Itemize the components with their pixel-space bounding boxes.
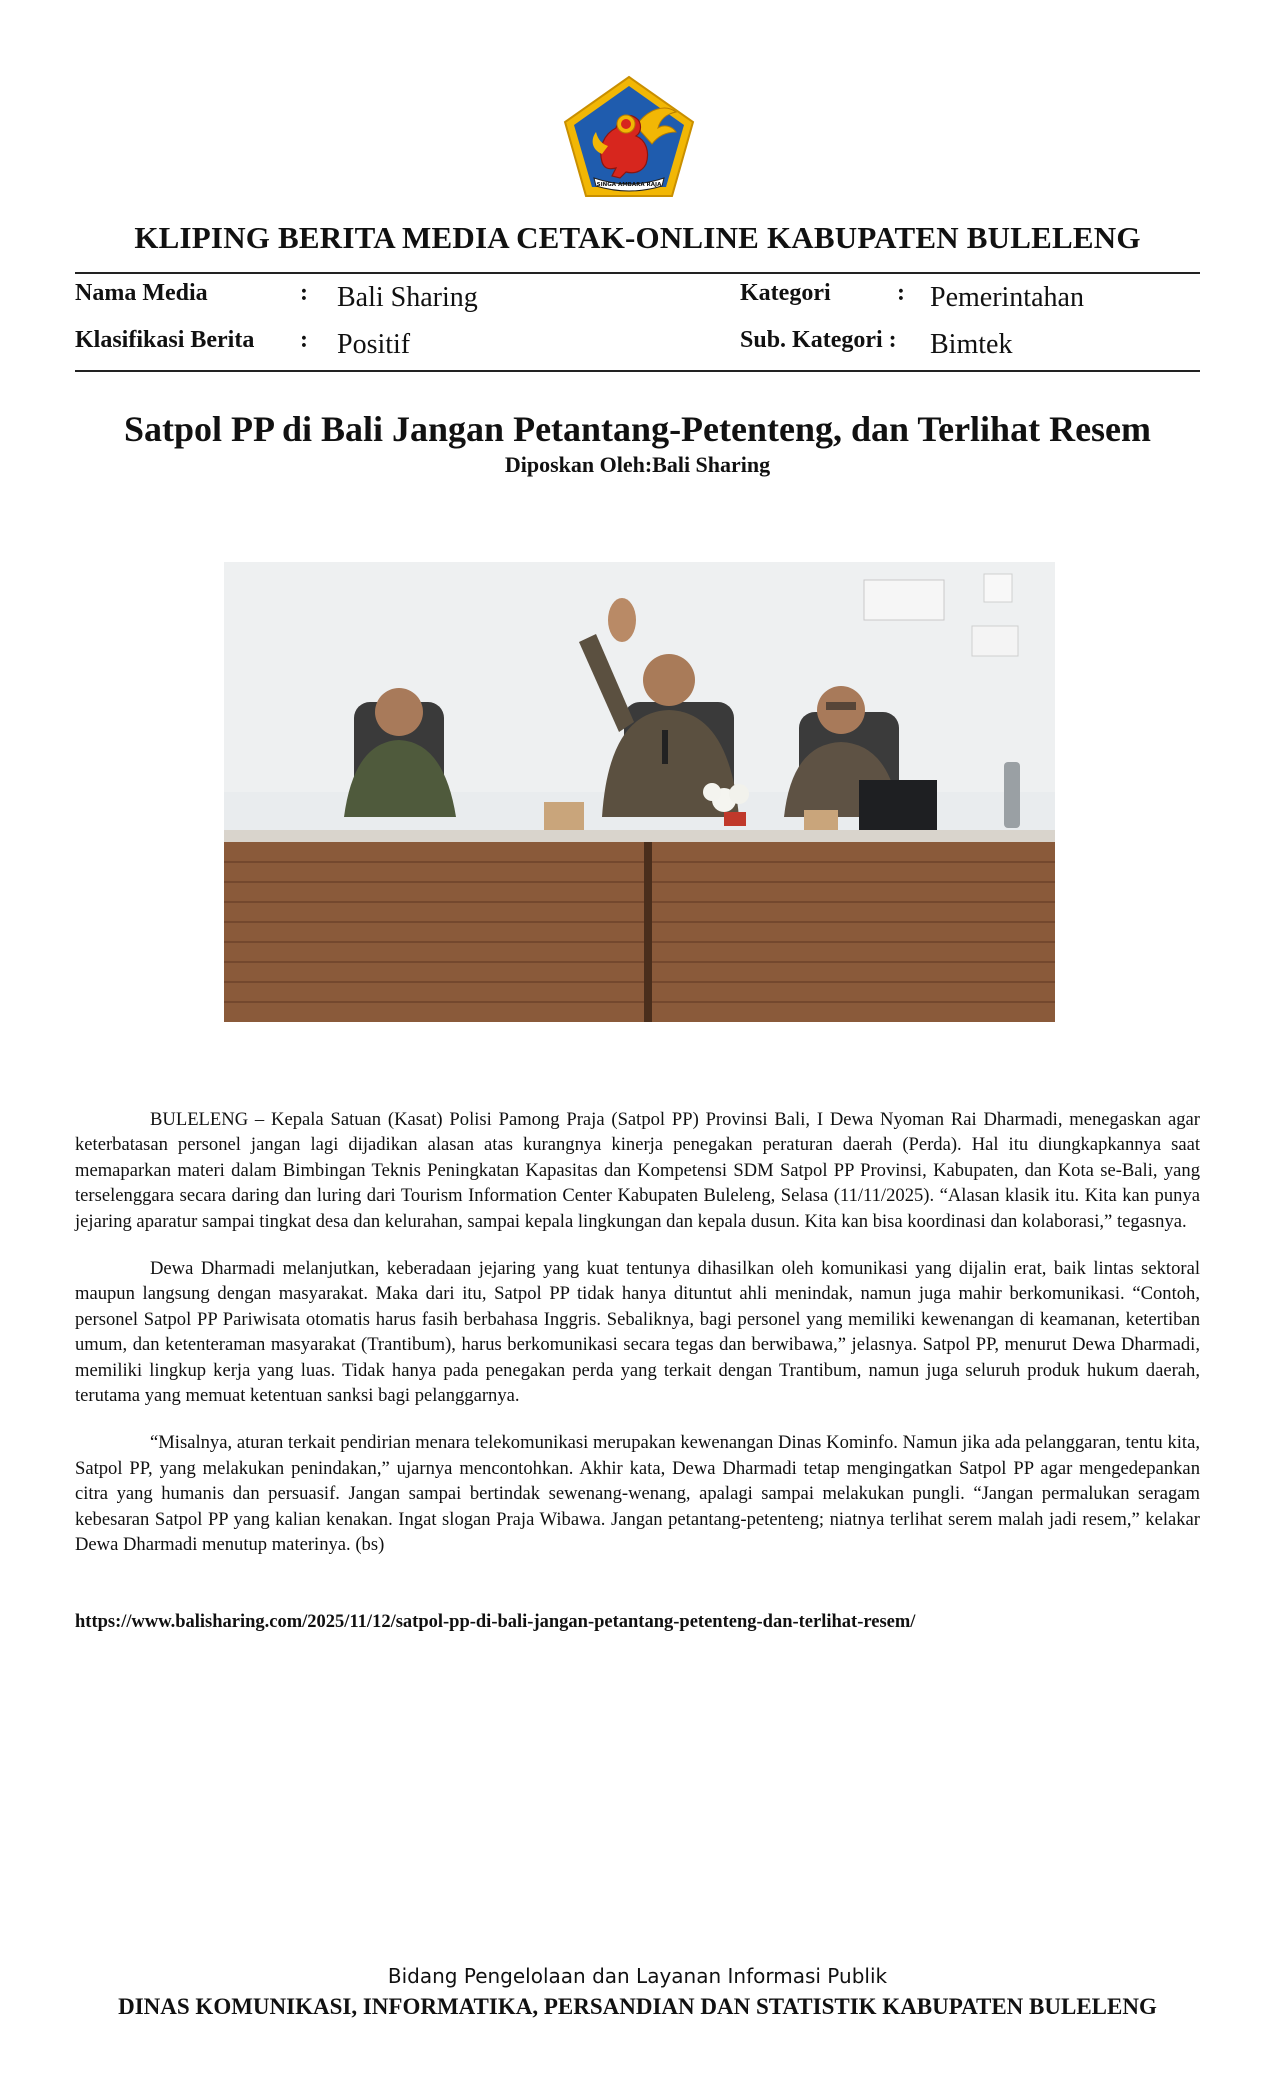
footer-department: Bidang Pengelolaan dan Layanan Informasi Publik (387, 1964, 888, 1988)
kategori-colon: : (897, 280, 905, 306)
nama-media-colon: : (300, 280, 308, 306)
header-bottom-divider (75, 370, 1200, 372)
logo-motto-text: SINGA AMBARA RAJA (596, 182, 662, 188)
kliping-title: KLIPING BERITA MEDIA CETAK-ONLINE KABUPATEN BULELENG (134, 220, 1141, 255)
klasifikasi-value: Positif (337, 329, 411, 360)
article-paragraph-1: BULELENG – Kepala Satuan (Kasat) Polisi Pamong Praja (Satpol PP) Provinsi Bali, I Dewa Nyoman Rai Dharmadi, menegaskan agar keterbatasan personel jangan lagi dijadikan alasan atas kurangnya kinerja penegakan peraturan daerah (Perda). Hal itu diungkapkannya saat memaparkan materi dalam Bimbingan Teknis Peningkatan Kapasitas dan Kompetensi SDM Satpol PP Provinsi, Kabupaten, dan Kota se-Bali, yang terselenggara secara daring dan luring dari Tourism Information Center Kabupaten Buleleng, Selasa (11/11/2025). “Alasan klasik itu. Kita kan punya jejaring aparatur sampai tingkat desa dan kelurahan, sampai kepala lingkungan dan kepala dusun. Kita kan bisa koordinasi dan kolaborasi,” tegasnya. (75, 1109, 1200, 1232)
article-byline: Diposkan Oleh:Bali Sharing (504, 452, 771, 477)
article-photo (224, 562, 1055, 1022)
footer-agency: DINAS KOMUNIKASI, INFORMATIKA, PERSANDIAN DAN STATISTIK KABUPATEN BULELENG (118, 1994, 1157, 2019)
kategori-label: Kategori (740, 280, 831, 306)
nama-media-label: Nama Media (75, 280, 208, 306)
article-paragraph-3: “Misalnya, aturan terkait pendirian menara telekomunikasi merupakan kewenangan Dinas Kominfo. Namun jika ada pelanggaran, tentu kita, Satpol PP, yang melakukan penindakan,” ujarnya mencontohkan. Akhir kata, Dewa Dharmadi tetap mengingatkan Satpol PP agar mengedepankan citra yang humanis dan persuasif. Jangan sampai bertindak sewenang-wenang, apalagi sampai melakukan pungli. “Jangan permalukan seragam kebesaran Satpol PP yang kalian kenakan. Ingat slogan Praja Wibawa. Jangan petantang-petenteng; niatnya terlihat serem malah jadi resem,” kelakar Dewa Dharmadi menutup materinya. (bs) (75, 1432, 1200, 1556)
article-paragraph-2: Dewa Dharmadi melanjutkan, keberadaan jejaring yang kuat tentunya dihasilkan oleh komunikasi yang dijalin erat, baik lintas sektoral maupun langsung dengan masyarakat. Maka dari itu, Satpol PP tidak hanya dituntut ahli menindak, namun juga mahir berkomunikasi. “Contoh, personel Satpol PP Pariwisata otomatis harus fasih berbahasa Inggris. Sebaliknya, bagi personel yang memiliki kewenangan di keamanan, ketertiban umum, dan ketenteraman masyarakat (Trantibum), harus berkomunikasi secara tegas dan berwibawa,” jelasnya. Satpol PP, menurut Dewa Dharmadi, memiliki lingkup kerja yang luas. Tidak hanya pada penegakan perda yang terkait dengan Trantibum, namun juga seluruh produk hukum daerah, terutama yang memuat ketentuan sanksi bagi pelanggarnya. (75, 1258, 1200, 1407)
klasifikasi-colon: : (300, 327, 308, 353)
sub-kategori-value: Bimtek (930, 329, 1013, 360)
nama-media-value: Bali Sharing (337, 282, 478, 313)
sub-kategori-label: Sub. Kategori : (740, 327, 897, 353)
source-url-link[interactable]: https://www.balisharing.com/2025/11/12/satpol-pp-di-bali-jangan-petantang-petenteng-dan-terlihat-resem/ (75, 1612, 916, 1632)
klasifikasi-label: Klasifikasi Berita (75, 327, 255, 353)
article-headline: Satpol PP di Bali Jangan Petantang-Petenteng, dan Terlihat Resem (123, 409, 1152, 449)
buleleng-emblem-logo (562, 74, 696, 200)
kategori-value: Pemerintahan (930, 282, 1084, 313)
article-body (75, 1107, 1200, 1580)
header-top-divider (75, 272, 1200, 274)
